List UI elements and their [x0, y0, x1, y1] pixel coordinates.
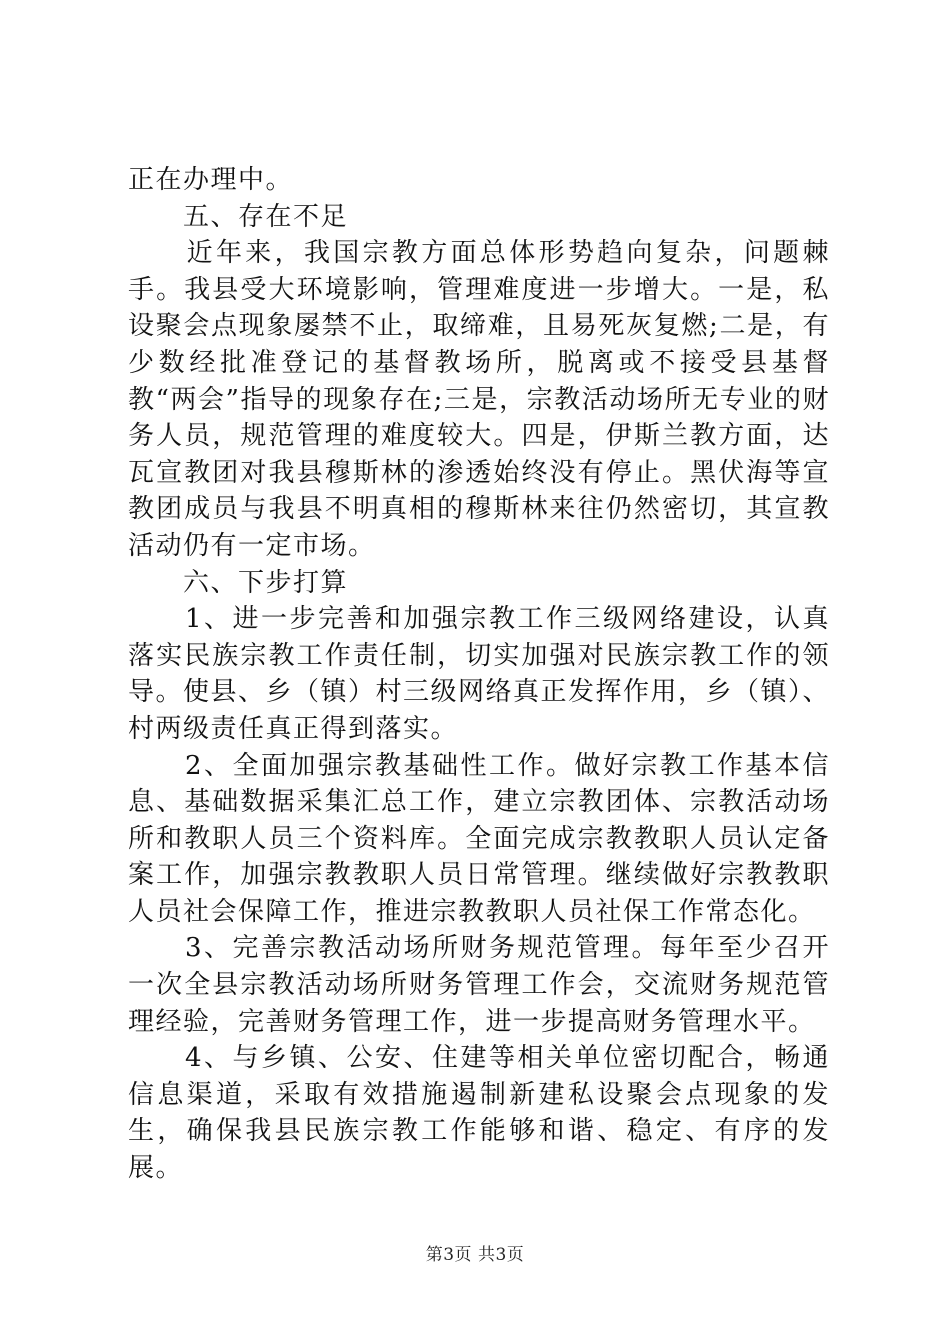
paragraph-plan-4: 4、与乡镇、公安、住建等相关单位密切配合，畅通信息渠道，采取有效措施遏制新建私设聚会点现象的发生，确保我县民族宗教工作能够和谐、稳定、有序的发展。 [128, 1043, 830, 1184]
section-heading-shortcomings: 五、存在不足 [128, 201, 349, 232]
page-number-footer: 第3页 共3页 [425, 1245, 525, 1265]
paragraph-plan-1: 1、进一步完善和加强宗教工作三级网络建设，认真落实民族宗教工作责任制，切实加强对民族宗教工作的领导。使县、乡（镇）村三级网络真正发挥作用，乡（镇）、村两级责任真正得到落实。 [128, 604, 831, 744]
paragraph-continuation: 正在办理中。 [128, 165, 294, 195]
paragraph-shortcomings: 近年来，我国宗教方面总体形势趋向复杂，问题棘手。我县受大环境影响，管理难度进一步增大。一是，私设聚会点现象屡禁不止，取缔难，且易死灰复燃;二是，有少数经批准登记的基督教场所，脱离或不接受县基督教“两会”指导的现象存在;三是，宗教活动场所无专业的财务人员，规范管理的难度较大。四是，伊斯兰教方面，达瓦宣教团对我县穆斯林的渗透始终没有停止。黑伏海等宣教团成员与我县不明真相的穆斯林来往仍然密切，其宣教活动仍有一定市场。 [128, 238, 830, 561]
section-heading-next-steps: 六、下步打算 [128, 567, 349, 598]
paragraph-plan-2: 2、全面加强宗教基础性工作。做好宗教工作基本信息、基础数据采集汇总工作，建立宗教团体、宗教活动场所和教职人员三个资料库。全面完成宗教教职人员认定备案工作，加强宗教教职人员日常管理。继续做好宗教教职人员社会保障工作，推进宗教教职人员社保工作常态化。 [128, 750, 830, 927]
paragraph-plan-3: 3、完善宗教活动场所财务规范管理。每年至少召开一次全县宗教活动场所财务管理工作会，交流财务规范管理经验，完善财务管理工作，进一步提高财务管理水平。 [128, 933, 830, 1037]
document-body [128, 162, 830, 1187]
